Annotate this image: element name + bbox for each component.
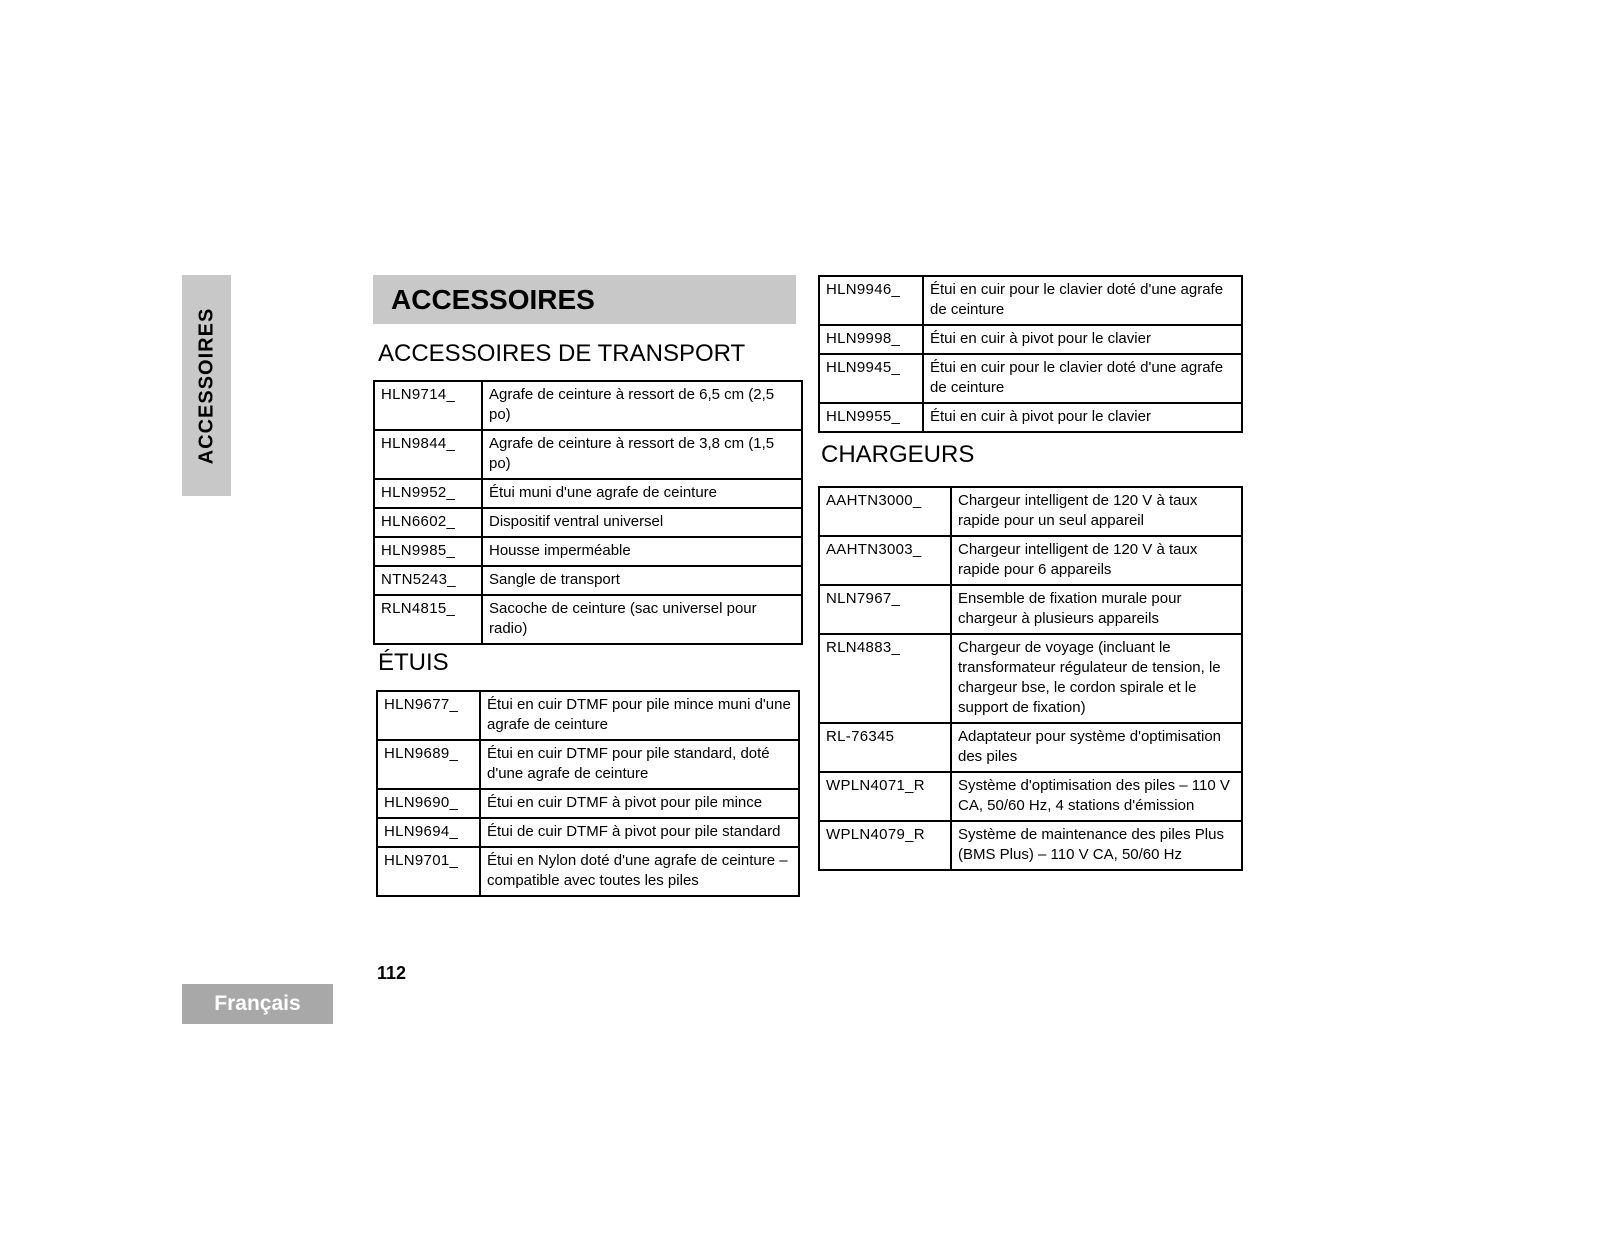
table-row [819, 536, 1242, 585]
section-heading-transport: ACCESSOIRES DE TRANSPORT [378, 340, 746, 367]
table-row [377, 818, 799, 847]
page-title: ACCESSOIRES [373, 275, 796, 324]
part-description: Agrafe de ceinture à ressort de 3,8 cm (1,5 po) [482, 430, 802, 479]
table-row [377, 789, 799, 818]
table-row [819, 585, 1242, 634]
part-description: Étui de cuir DTMF à pivot pour pile standard [480, 818, 799, 847]
part-description: Adaptateur pour système d'optimisation des piles [951, 723, 1242, 772]
part-description: Étui en Nylon doté d'une agrafe de ceinture – compatible avec toutes les piles [480, 847, 799, 896]
part-code: AAHTN3000_ [819, 487, 951, 536]
table-row [374, 595, 802, 644]
keypad-cases-table [818, 275, 1243, 433]
part-description: Système de maintenance des piles Plus (BMS Plus) – 110 V CA, 50/60 Hz [951, 821, 1242, 870]
table-row [819, 276, 1242, 325]
side-section-tab [182, 275, 231, 496]
table-row [374, 537, 802, 566]
part-description: Chargeur intelligent de 120 V à taux rapide pour un seul appareil [951, 487, 1242, 536]
part-code: HLN9844_ [374, 430, 482, 479]
part-code: HLN9701_ [377, 847, 480, 896]
part-description: Étui muni d'une agrafe de ceinture [482, 479, 802, 508]
table-row [377, 847, 799, 896]
table-row [819, 821, 1242, 870]
etuis-table [376, 690, 800, 897]
part-description: Étui en cuir DTMF à pivot pour pile mince [480, 789, 799, 818]
table-row [819, 325, 1242, 354]
part-description: Chargeur intelligent de 120 V à taux rapide pour 6 appareils [951, 536, 1242, 585]
part-code: HLN9694_ [377, 818, 480, 847]
part-code: HLN9952_ [374, 479, 482, 508]
table-row [819, 634, 1242, 723]
part-code: WPLN4071_R [819, 772, 951, 821]
part-description: Sangle de transport [482, 566, 802, 595]
part-code: HLN9985_ [374, 537, 482, 566]
part-code: HLN9946_ [819, 276, 923, 325]
part-code: HLN9690_ [377, 789, 480, 818]
part-description: Housse imperméable [482, 537, 802, 566]
part-code: RL-76345 [819, 723, 951, 772]
part-description: Étui en cuir DTMF pour pile mince muni d'une agrafe de ceinture [480, 691, 799, 740]
part-description: Dispositif ventral universel [482, 508, 802, 537]
part-description: Étui en cuir à pivot pour le clavier [923, 403, 1242, 432]
part-description: Sacoche de ceinture (sac universel pour radio) [482, 595, 802, 644]
part-description: Agrafe de ceinture à ressort de 6,5 cm (2,5 po) [482, 381, 802, 430]
part-code: RLN4815_ [374, 595, 482, 644]
part-code: AAHTN3003_ [819, 536, 951, 585]
part-code: HLN9945_ [819, 354, 923, 403]
part-code: HLN9955_ [819, 403, 923, 432]
part-description: Étui en cuir à pivot pour le clavier [923, 325, 1242, 354]
part-description: Système d'optimisation des piles – 110 V CA, 50/60 Hz, 4 stations d'émission [951, 772, 1242, 821]
part-code: HLN6602_ [374, 508, 482, 537]
table-row [819, 403, 1242, 432]
part-description: Étui en cuir pour le clavier doté d'une agrafe de ceinture [923, 276, 1242, 325]
part-description: Chargeur de voyage (incluant le transformateur régulateur de tension, le chargeur bse, le cordon spirale et le support de fixation) [951, 634, 1242, 723]
section-heading-chargeurs: CHARGEURS [821, 441, 975, 468]
part-code: HLN9689_ [377, 740, 480, 789]
part-code: HLN9677_ [377, 691, 480, 740]
language-tab: Français [182, 984, 333, 1024]
page-number: 112 [377, 963, 407, 983]
table-row [374, 566, 802, 595]
part-code: WPLN4079_R [819, 821, 951, 870]
part-description: Ensemble de fixation murale pour chargeur à plusieurs appareils [951, 585, 1242, 634]
chargeurs-table [818, 486, 1243, 871]
table-row [377, 740, 799, 789]
table-row [819, 354, 1242, 403]
table-row [374, 508, 802, 537]
table-row [377, 691, 799, 740]
part-code: NLN7967_ [819, 585, 951, 634]
table-row [374, 430, 802, 479]
part-description: Étui en cuir DTMF pour pile standard, doté d'une agrafe de ceinture [480, 740, 799, 789]
table-row [374, 381, 802, 430]
part-code: NTN5243_ [374, 566, 482, 595]
part-code: RLN4883_ [819, 634, 951, 723]
table-row [819, 487, 1242, 536]
table-row [374, 479, 802, 508]
table-row [819, 772, 1242, 821]
table-row [819, 723, 1242, 772]
section-heading-etuis: ÉTUIS [378, 649, 449, 676]
part-code: HLN9714_ [374, 381, 482, 430]
part-code: HLN9998_ [819, 325, 923, 354]
part-description: Étui en cuir pour le clavier doté d'une agrafe de ceinture [923, 354, 1242, 403]
transport-table [373, 380, 803, 645]
side-tab-label: ACCESSOIRES [195, 307, 217, 464]
